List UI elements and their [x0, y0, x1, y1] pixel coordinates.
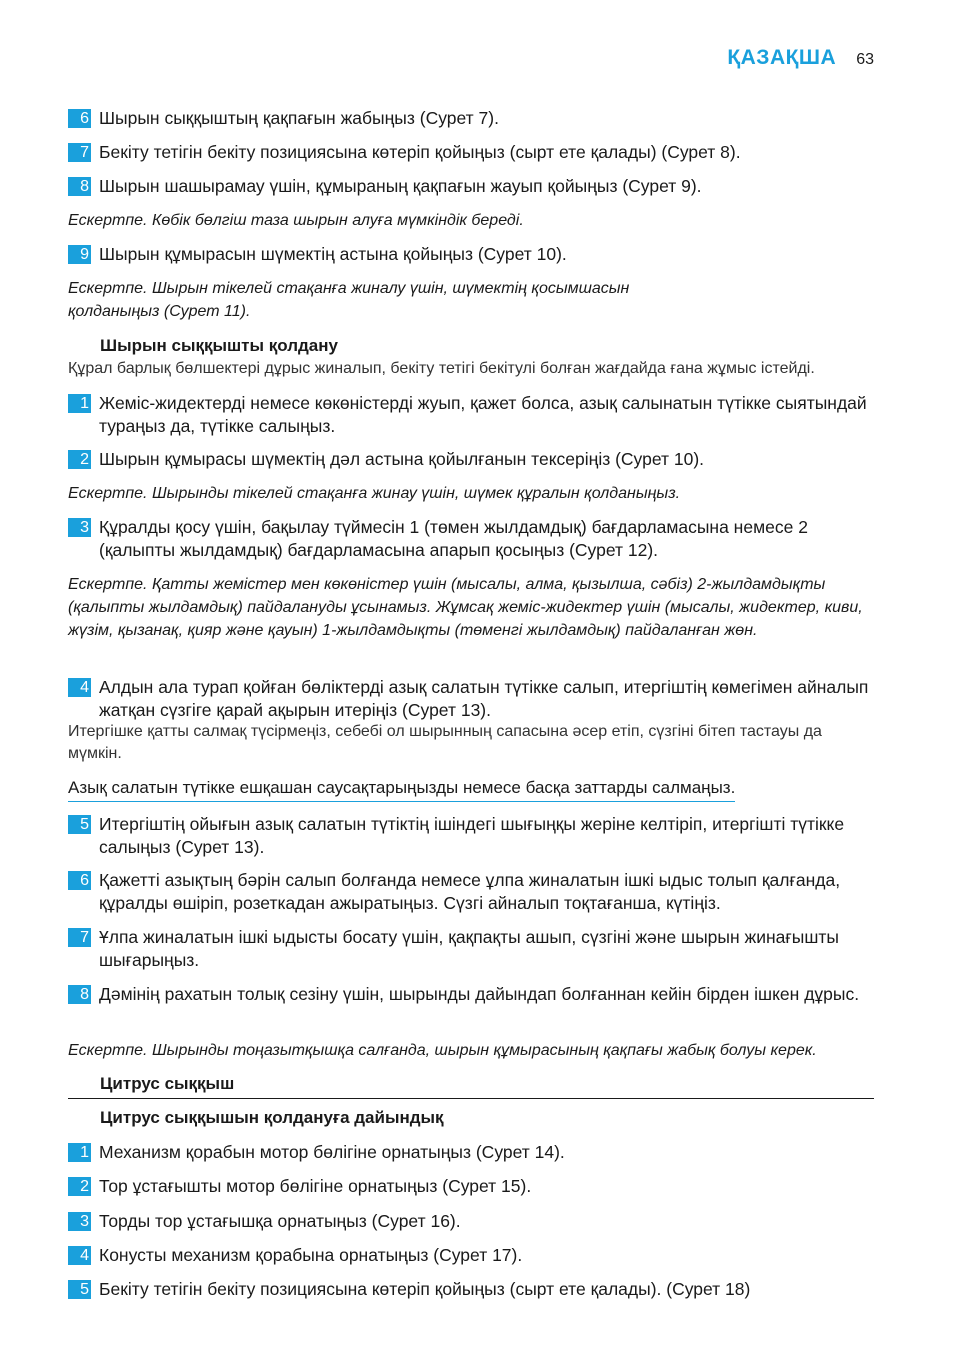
step-number-badge: 4 — [68, 1246, 91, 1265]
section-heading: Шырын сыққышты қолдану — [100, 336, 338, 355]
page-number: 63 — [856, 51, 874, 68]
step-item — [68, 676, 874, 722]
note: Ескертпе. Шырын тікелей стақанға жиналу үшін, шүмектің қосымшасын қолданыңыз (Сурет 11). — [68, 280, 630, 320]
step-text: Ұлпа жиналатын ішкі ыдысты босату үшін, қақпақты ашып, сүзгіні және шырын жинағышты шығарыңыз. — [99, 927, 839, 970]
subsection-heading: Цитрус сыққышын қолдануға дайындық — [100, 1108, 444, 1127]
step-number-badge: 1 — [68, 1143, 91, 1162]
step-item — [68, 983, 874, 1006]
section-intro: Құрал барлық бөлшектері дұрыс жиналып, бекіту тетігі бекітулі болған жағдайда ғана жұмыс істейді. — [68, 360, 815, 377]
step-number-badge: 8 — [68, 177, 91, 196]
step-text: Бекіту тетігін бекіту позициясына көтеріп қойыңыз (сырт ете қалады) (Сурет 8). — [99, 142, 741, 162]
step-item — [68, 1244, 874, 1267]
step-number-badge: 4 — [68, 678, 91, 697]
note: Ескертпе. Көбік бөлгіш таза шырын алуға мүмкіндік береді. — [68, 212, 524, 229]
step-item — [68, 107, 874, 130]
step-item — [68, 448, 874, 471]
step-number-badge: 7 — [68, 143, 91, 162]
step-number-badge: 2 — [68, 1177, 91, 1196]
step-number-badge: 7 — [68, 928, 91, 947]
warning-text: Азық салатын түтікке ешқашан саусақтарыңызды немесе басқа заттарды салмаңыз. — [68, 777, 735, 802]
step-number-badge: 8 — [68, 985, 91, 1004]
step-text: Шырын сыққыштың қақпағын жабыңыз (Сурет 7). — [99, 108, 499, 128]
step-number-badge: 2 — [68, 450, 91, 469]
note: Ескертпе. Шырынды тоңазытқышқа салғанда, шырын құмырасының қақпағы жабық болуы керек. — [68, 1042, 817, 1059]
step-text: Шырын құмырасы шүмектің дәл астына қойылғанын тексеріңіз (Сурет 10). — [99, 449, 705, 469]
language-title: ҚАЗАҚША — [727, 46, 837, 69]
step-text: Қажетті азықтың бәрін салып болғанда немесе ұлпа жиналатын ішкі ыдыс толып қалғанда, құралды өшіріп, розеткадан ажыратыңыз. Сүзгі айналып тоқтағанша, күтіңіз. — [99, 870, 841, 913]
step-number-badge: 5 — [68, 815, 91, 834]
step-number-badge: 6 — [68, 109, 91, 128]
step-item — [68, 1175, 874, 1198]
step-item — [68, 926, 874, 972]
step-text: Итергіштің ойығын азық салатын түтіктің ішіндегі шығыңқы жеріне келтіріп, итергішті түтікке салыңыз (Сурет 13). — [99, 814, 845, 857]
step-number-badge: 6 — [68, 871, 91, 890]
step-text: Алдын ала турап қойған бөліктерді азық салатын түтікке салып, итергіштің көмегімен айналып жатқан сүзгіге қарай ақырын итеріңіз (Сурет 13). — [99, 677, 869, 720]
step-text: Конусты механизм қорабына орнатыңыз (Сурет 17). — [99, 1245, 523, 1265]
caution-text: Итергішке қатты салмақ түсірмеңіз, себебі ол шырынның сапасына әсер етіп, сүзгіні бітеп тастауы да мүмкін. — [68, 723, 822, 762]
step-text: Жеміс-жидектерді немесе көкөністерді жуып, қажет болса, азық салынатын түтікке сыятындай тураңыз да, түтікке салыңыз. — [99, 393, 867, 436]
note: Ескертпе. Қатты жемістер мен көкөністер үшін (мысалы, алма, қызылша, сәбіз) 2-жылдамдықты (қалыпты жылдамдық) пайдалануды ұсынамыз. Жұмсақ жеміс-жидектер үшін (мысалы, жидектер, киви, жүзім, қызанақ, қияр және қауын) 1-жылдамдықты (төменгі жылдамдық) пайдаланған жөн. — [68, 576, 863, 639]
step-item — [68, 392, 874, 438]
step-text: Механизм қорабын мотор бөлігіне орнатыңыз (Сурет 14). — [99, 1142, 565, 1162]
step-number-badge: 3 — [68, 518, 91, 537]
step-number-badge: 3 — [68, 1212, 91, 1231]
step-item — [68, 869, 874, 915]
step-number-badge: 9 — [68, 245, 91, 264]
step-number-badge: 1 — [68, 394, 91, 413]
step-item — [68, 243, 874, 266]
step-item — [68, 516, 874, 562]
step-text: Дәмінің рахатын толық сезіну үшін, шырынды дайындап болғаннан кейін бірден ішкен дұрыс. — [99, 984, 860, 1004]
section-heading: Цитрус сыққыш — [100, 1074, 235, 1093]
step-item — [68, 141, 874, 164]
step-item — [68, 1278, 874, 1301]
step-item — [68, 175, 874, 198]
step-text: Шырын шашырамау үшін, құмыраның қақпағын жауып қойыңыз (Сурет 9). — [99, 176, 702, 196]
note: Ескертпе. Шырынды тікелей стақанға жинау үшін, шүмек құралын қолданыңыз. — [68, 485, 681, 502]
step-number-badge: 5 — [68, 1280, 91, 1299]
step-item — [68, 1141, 874, 1164]
section-divider — [68, 1098, 874, 1099]
step-text: Торды тор ұстағышқа орнатыңыз (Сурет 16). — [99, 1211, 461, 1231]
step-item — [68, 813, 874, 859]
step-text: Тор ұстағышты мотор бөлігіне орнатыңыз (Сурет 15). — [99, 1176, 532, 1196]
step-text: Шырын құмырасын шүмектің астына қойыңыз (Сурет 10). — [99, 244, 567, 264]
step-text: Бекіту тетігін бекіту позициясына көтеріп қойыңыз (сырт ете қалады). (Сурет 18) — [99, 1279, 751, 1299]
step-text: Құралды қосу үшін, бақылау түймесін 1 (төмен жылдамдық) бағдарламасына немесе 2 (қалыпты жылдамдық) бағдарламасына апарып қосыңыз (Сурет 12). — [99, 517, 808, 560]
step-item — [68, 1210, 874, 1233]
page-header — [727, 46, 874, 70]
